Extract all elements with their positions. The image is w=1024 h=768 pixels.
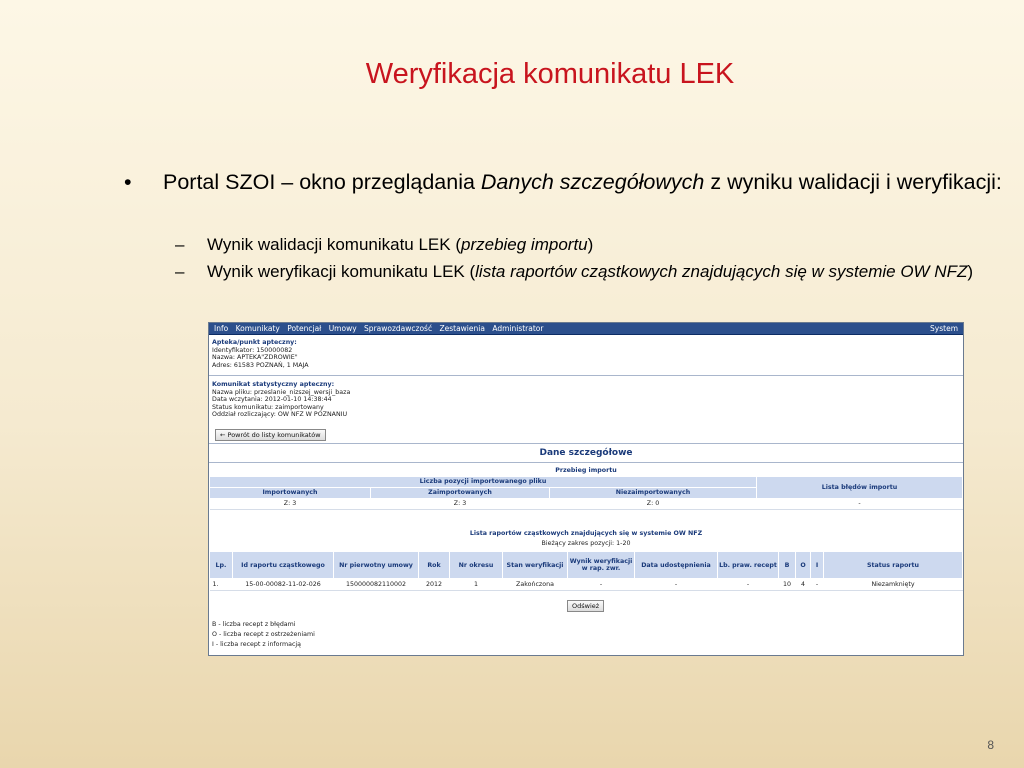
- pharmacy-name: Nazwa: APTEKA"ZDROWIE": [212, 354, 298, 362]
- import-errors-header: Lista błędów importu: [757, 476, 963, 498]
- divider: [209, 375, 963, 376]
- menu-item-sprawozdawczosc[interactable]: Sprawozdawczość: [364, 324, 433, 333]
- sub1-text-start: Wynik walidacji komunikatu LEK (: [207, 235, 461, 254]
- slide-title: Weryfikacja komunikatu LEK: [365, 58, 735, 90]
- menu-item-administrator[interactable]: Administrator: [492, 324, 544, 333]
- sub-bullet-dash: –: [175, 262, 185, 281]
- cell-status: Niezamknięty: [824, 579, 963, 591]
- divider: [209, 462, 963, 463]
- menu-item-system[interactable]: System: [930, 324, 958, 333]
- sub2-text-start: Wynik weryfikacji komunikatu LEK (: [207, 262, 476, 281]
- sub2-text-emphasis: lista raportów cząstkowych znajdujących się w systemie OW NFZ: [475, 262, 968, 281]
- reports-col-o: O: [796, 552, 811, 579]
- message-loaded-date: Data wczytania: 2012-01-10 14:38:44: [212, 396, 332, 404]
- menu-item-potencjal[interactable]: Potencjał: [287, 324, 322, 333]
- reports-col-verification-result: Wynik weryfikacji w rap. zwr.: [568, 552, 635, 579]
- szoi-portal-window: [208, 322, 964, 656]
- message-branch: Oddział rozliczający: OW NFZ W POZNANIU: [212, 411, 348, 419]
- reports-col-share-date: Data udostępnienia: [635, 552, 718, 579]
- reports-col-period: Nr okresu: [450, 552, 503, 579]
- reports-col-status: Status raportu: [824, 552, 963, 579]
- import-value-niezaimportowanych: Z: 0: [550, 498, 757, 509]
- bullet-text-emphasis: Danych szczegółowych: [480, 170, 705, 194]
- sub2-text-end: ): [967, 262, 974, 281]
- cell-verification-result: -: [568, 579, 635, 591]
- reports-range: Bieżący zakres pozycji: 1-20: [541, 540, 631, 547]
- divider: [209, 443, 963, 444]
- import-value-importowanych: Z: 3: [210, 498, 371, 509]
- reports-table: [209, 551, 963, 591]
- refresh-button[interactable]: Odśwież: [567, 600, 604, 612]
- reports-col-id: Id raportu cząstkowego: [233, 552, 334, 579]
- reports-col-prescriptions: Lb. praw. recept: [718, 552, 779, 579]
- import-caption: Przebieg importu: [555, 467, 617, 475]
- page-number: 8: [987, 738, 994, 752]
- import-errors-value: -: [757, 498, 963, 509]
- reports-col-lp: Lp.: [210, 552, 233, 579]
- sub1-text-end: ): [587, 235, 594, 254]
- reports-col-contract: Nr pierwotny umowy: [334, 552, 419, 579]
- menu-bar: [209, 323, 963, 335]
- pharmacy-info: [209, 337, 312, 369]
- legend-item-b: B - liczba recept z błędami: [212, 621, 296, 628]
- cell-b: 10: [779, 579, 796, 591]
- import-table: [209, 466, 963, 510]
- message-heading: Komunikat statystyczny apteczny:: [212, 381, 335, 388]
- cell-o: 4: [796, 579, 811, 591]
- menu-item-zestawienia[interactable]: Zestawienia: [439, 324, 485, 333]
- reports-col-verification-state: Stan weryfikacji: [503, 552, 568, 579]
- pharmacy-heading: Apteka/punkt apteczny:: [212, 339, 297, 346]
- cell-contract: 150000082110002: [334, 579, 419, 591]
- table-row[interactable]: [210, 579, 963, 591]
- cell-verification-state: Zakończona: [503, 579, 568, 591]
- back-to-list-button[interactable]: ← Powrót do listy komunikatów: [215, 429, 326, 441]
- import-col-zaimportowanych: Zaimportowanych: [371, 487, 550, 498]
- details-title: Dane szczegółowe: [539, 448, 633, 458]
- message-file: Nazwa pliku: przeslanie_nizszej_wersji_baza: [212, 388, 351, 396]
- bullet-text-end: z wyniku walidacji i weryfikacji:: [704, 170, 1002, 194]
- sub-bullet-text: [207, 260, 1017, 284]
- import-value-zaimportowanych: Z: 3: [371, 498, 550, 509]
- reports-caption: Lista raportów cząstkowych znajdujących się w systemie OW NFZ: [469, 530, 703, 537]
- cell-share-date: -: [635, 579, 718, 591]
- reports-col-year: Rok: [419, 552, 450, 579]
- cell-report-id[interactable]: 15-00-00082-11-02-026: [233, 579, 334, 591]
- legend-item-o: O - liczba recept z ostrzeżeniami: [212, 631, 315, 638]
- legend: [212, 620, 315, 650]
- sub-bullet-text: [207, 233, 1017, 257]
- message-status: Status komunikatu: zaimportowany: [212, 403, 324, 411]
- sub1-text-emphasis: przebieg importu: [461, 235, 588, 254]
- pharmacy-id: Identyfikator: 150000082: [212, 346, 293, 354]
- cell-lp: 1.: [210, 579, 233, 591]
- menu-item-umowy[interactable]: Umowy: [328, 324, 357, 333]
- pharmacy-address: Adres: 61583 POZNAŃ, 1 MAJA: [212, 361, 309, 369]
- legend-item-i: I - liczba recept z informacją: [212, 641, 302, 648]
- message-info: [209, 379, 353, 419]
- bullet-dot: •: [124, 170, 132, 194]
- cell-year: 2012: [419, 579, 450, 591]
- cell-i: -: [811, 579, 824, 591]
- reports-col-b: B: [779, 552, 796, 579]
- import-group-header: Liczba pozycji importowanego pliku: [210, 476, 757, 487]
- main-bullet-text: [163, 166, 1013, 198]
- reports-col-i: I: [811, 552, 824, 579]
- sub-bullet-dash: –: [175, 235, 185, 254]
- bullet-text-start: Portal SZOI – okno przeglądania: [163, 170, 481, 194]
- import-col-niezaimportowanych: Niezaimportowanych: [550, 487, 757, 498]
- cell-prescriptions: -: [718, 579, 779, 591]
- import-col-importowanych: Importowanych: [210, 487, 371, 498]
- cell-period: 1: [450, 579, 503, 591]
- menu-item-komunikaty[interactable]: Komunikaty: [235, 324, 280, 333]
- menu-item-info[interactable]: Info: [214, 324, 229, 333]
